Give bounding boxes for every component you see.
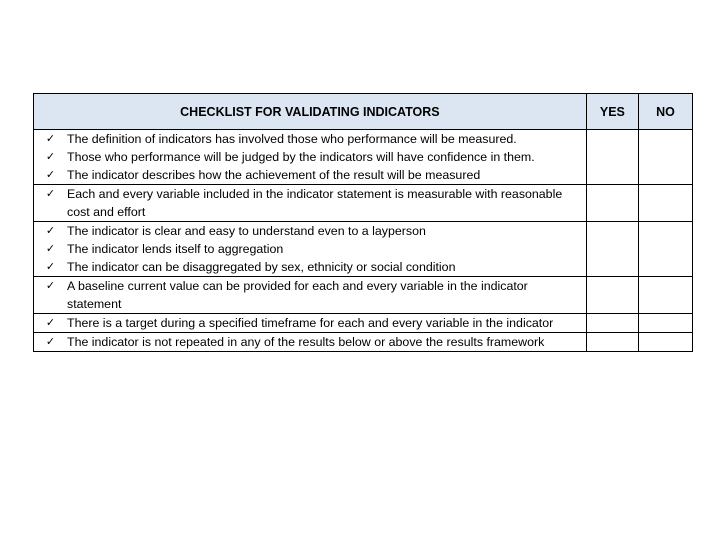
criterion-item [34, 130, 586, 148]
yes-checkbox-cell[interactable] [586, 185, 638, 222]
checkmark-icon: ✓ [45, 316, 56, 329]
yes-checkbox-cell[interactable] [586, 222, 638, 277]
criterion-text: The indicator can be disaggregated by sex, ethnicity or social condition [67, 260, 456, 274]
no-checkbox-cell[interactable] [638, 130, 692, 185]
yes-column-header: YES [586, 94, 638, 130]
no-checkbox-cell[interactable] [638, 222, 692, 277]
criterion-text: There is a target during a specified timeframe for each and every variable in the indicator [67, 316, 554, 330]
criterion-item [34, 314, 586, 332]
no-checkbox-cell[interactable] [638, 277, 692, 314]
criterion-item [34, 166, 586, 184]
checklist-row [34, 277, 693, 314]
checkmark-icon: ✓ [45, 224, 56, 237]
criterion-item [34, 258, 586, 276]
yes-checkbox-cell[interactable] [586, 314, 638, 333]
criterion-text: A baseline current value can be provided for each and every variable in the indicator statement [67, 279, 528, 311]
criterion-item [34, 148, 586, 166]
no-column-header: NO [638, 94, 692, 130]
criterion-text: The indicator is not repeated in any of the results below or above the results framework [67, 335, 545, 349]
criterion-text: The indicator lends itself to aggregation [67, 242, 284, 256]
checkmark-icon: ✓ [45, 150, 56, 163]
checklist-row [34, 130, 693, 185]
criteria-cell [34, 314, 587, 333]
criteria-cell [34, 277, 587, 314]
criterion-text: Each and every variable included in the indicator statement is measurable with reasonable cost and effort [67, 187, 563, 219]
checklist-row [34, 314, 693, 333]
no-checkbox-cell[interactable] [638, 333, 692, 352]
checkmark-icon: ✓ [45, 335, 56, 348]
checkmark-icon: ✓ [45, 279, 56, 292]
yes-checkbox-cell[interactable] [586, 130, 638, 185]
header-row [34, 94, 693, 130]
criterion-item [34, 222, 586, 240]
checkmark-icon: ✓ [45, 132, 56, 145]
no-checkbox-cell[interactable] [638, 185, 692, 222]
criterion-text: Those who performance will be judged by the indicators will have confidence in them. [67, 150, 535, 164]
yes-checkbox-cell[interactable] [586, 333, 638, 352]
criterion-item [34, 240, 586, 258]
yes-checkbox-cell[interactable] [586, 277, 638, 314]
checkmark-icon: ✓ [45, 242, 56, 255]
criterion-text: The indicator describes how the achievement of the result will be measured [67, 168, 481, 182]
checklist-title: CHECKLIST FOR VALIDATING INDICATORS [34, 94, 587, 130]
checkmark-icon: ✓ [45, 260, 56, 273]
criterion-text: The indicator is clear and easy to understand even to a layperson [67, 224, 426, 238]
checkmark-icon: ✓ [45, 168, 56, 181]
checkmark-icon: ✓ [45, 187, 56, 200]
checklist-table [33, 93, 693, 352]
criterion-item [34, 185, 586, 221]
criteria-cell [34, 333, 587, 352]
criterion-item [34, 333, 586, 351]
criteria-cell [34, 130, 587, 185]
no-checkbox-cell[interactable] [638, 314, 692, 333]
checklist-row [34, 333, 693, 352]
criteria-cell [34, 222, 587, 277]
criterion-item [34, 277, 586, 313]
criteria-cell [34, 185, 587, 222]
criterion-text: The definition of indicators has involved those who performance will be measured. [67, 132, 517, 146]
checklist-row [34, 222, 693, 277]
checklist-row [34, 185, 693, 222]
